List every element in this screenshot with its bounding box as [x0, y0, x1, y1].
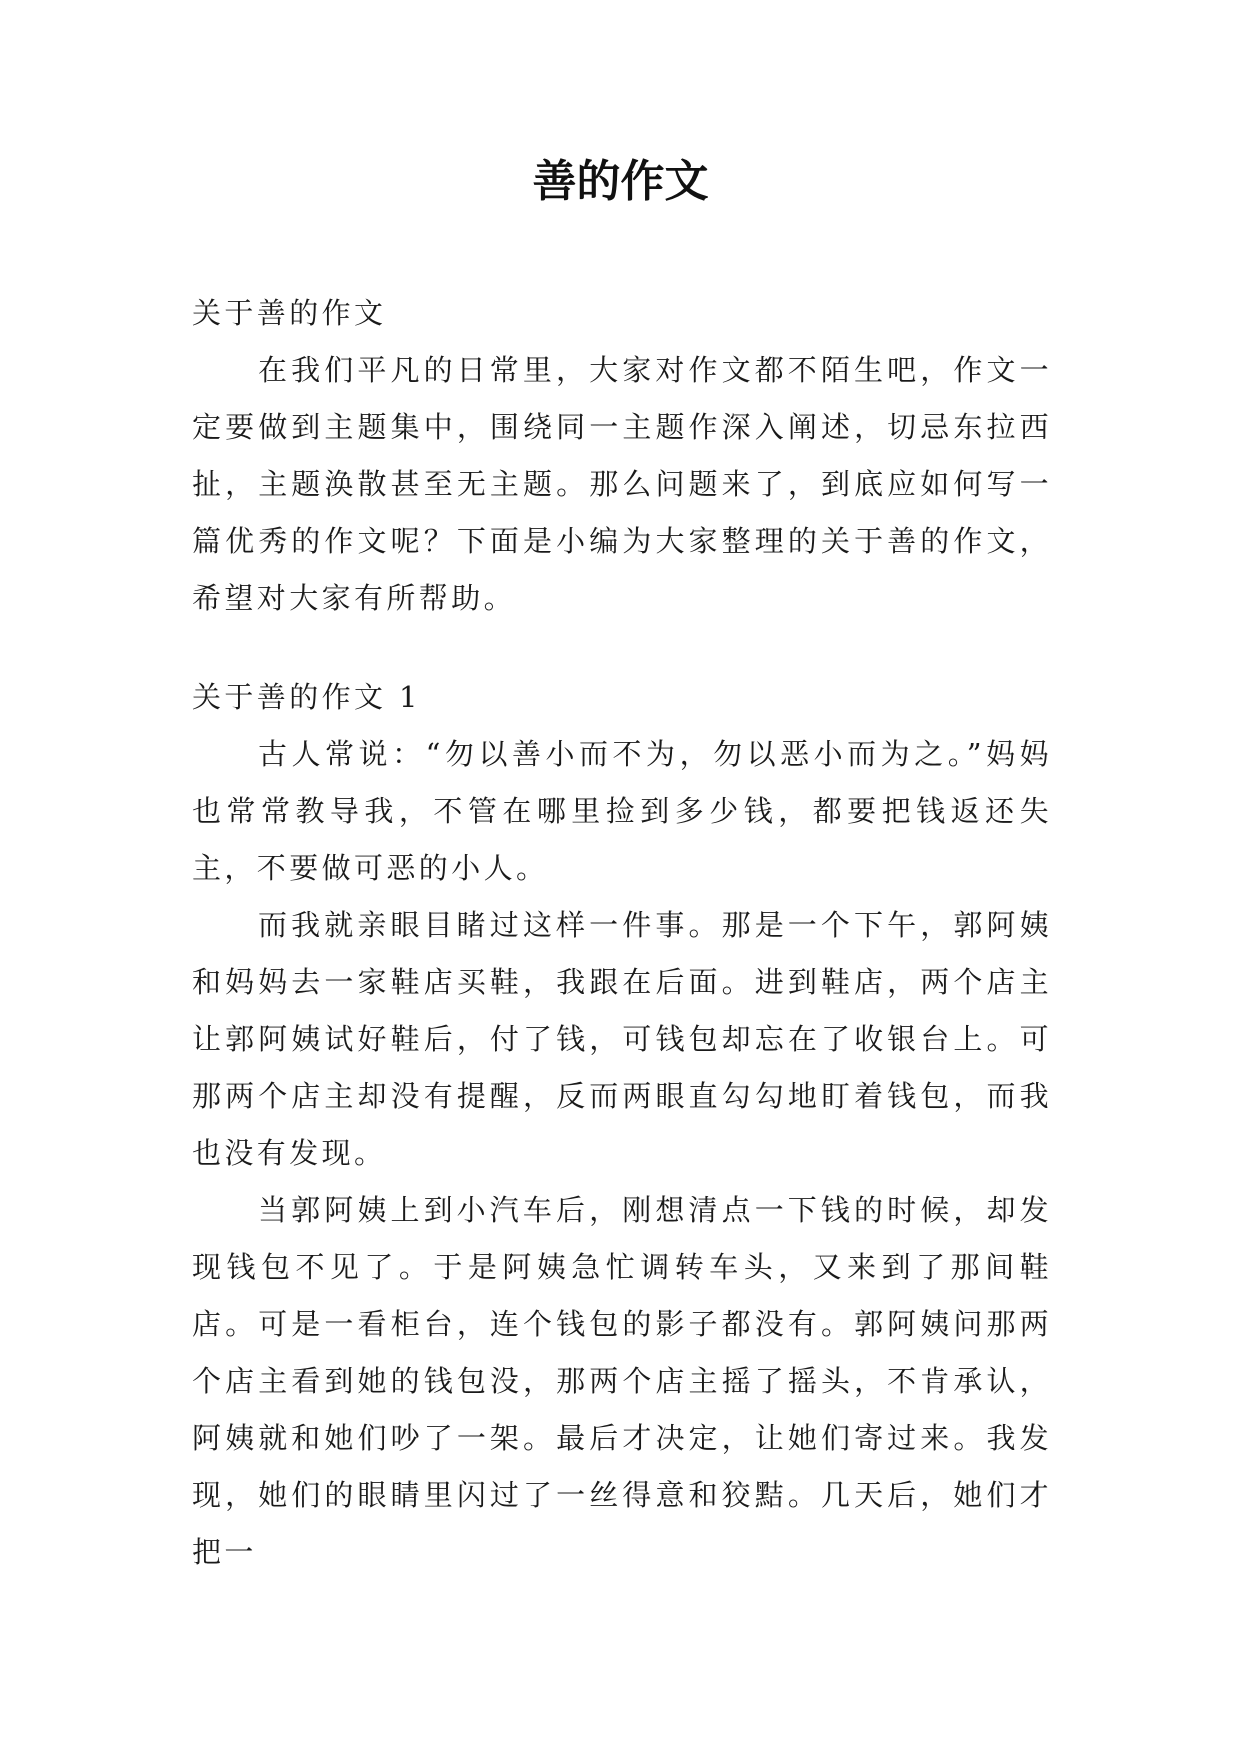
- intro-paragraph: 在我们平凡的日常里，大家对作文都不陌生吧，作文一定要做到主题集中，围绕同一主题作深入阐述，切忌东拉西扯，主题涣散甚至无主题。那么问题来了，到底应如何写一篇优秀的作文呢？下面是小编为大家整理的关于善的作文，希望对大家有所帮助。: [192, 353, 1052, 615]
- intro-heading: 关于善的作文: [192, 296, 387, 330]
- essay-1-paragraph: 而我就亲眼目睹过这样一件事。那是一个下午，郭阿姨和妈妈去一家鞋店买鞋，我跟在后面。进到鞋店，两个店主让郭阿姨试好鞋后，付了钱，可钱包却忘在了收银台上。可那两个店主却没有提醒，反而两眼直勾勾地盯着钱包，而我也没有发现。: [192, 908, 1052, 1170]
- essay-1-paragraph: 当郭阿姨上到小汽车后，刚想清点一下钱的时候，却发现钱包不见了。于是阿姨急忙调转车头，又来到了那间鞋店。可是一看柜台，连个钱包的影子都没有。郭阿姨问那两个店主看到她的钱包没，那两个店主摇了摇头，不肯承认，阿姨就和她们吵了一架。最后才决定，让她们寄过来。我发现，她们的眼睛里闪过了一丝得意和狡黠。几天后，她们才把一: [192, 1193, 1052, 1569]
- essay-1-heading: 关于善的作文 1: [192, 680, 421, 714]
- document-body: [192, 285, 1052, 1581]
- document-title: 善的作文: [532, 156, 709, 207]
- essay-1-paragraph: 古人常说：“勿以善小而不为，勿以恶小而为之。”妈妈也常常教导我，不管在哪里捡到多少钱，都要把钱返还失主，不要做可恶的小人。: [192, 737, 1052, 885]
- section-spacer: [192, 627, 1052, 669]
